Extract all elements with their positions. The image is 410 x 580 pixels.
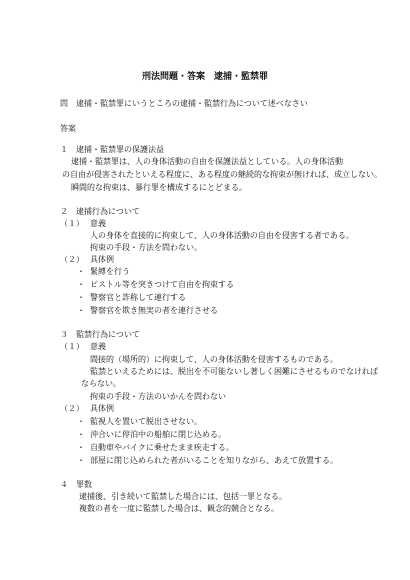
section-4-heading: ４ 罪数	[60, 480, 92, 489]
section-1-line: 逮捕・監禁罪は、人の身体活動の自由を保護法益としている。人の身体活動	[71, 157, 343, 166]
bullet-marker: ・	[77, 280, 85, 289]
section-4-line: 逮捕後、引き続いて監禁した場合には、包括一罪となる。	[79, 492, 287, 501]
section-3-sublabel-2: 具体例	[90, 404, 114, 413]
bullet-marker: ・	[77, 417, 85, 426]
section-1-heading: １ 逮捕・監禁罪の保護法益	[60, 145, 164, 154]
section-1-line: の自由が侵害されたといえる程度に、ある程度の継続的な拘束が無ければ、成立しない。	[62, 170, 382, 179]
bullet-marker: ・	[77, 430, 85, 439]
bullet-marker: ・	[77, 443, 85, 452]
section-3-bullet: 監視人を置いて脱出させない。	[90, 417, 202, 426]
question-text: 問 逮捕・監禁罪にいうところの逮捕・監禁行為について述べなさい	[60, 99, 308, 108]
section-2-heading: ２ 逮捕行為について	[60, 207, 140, 216]
section-3-sublabel-1: 意義	[90, 342, 106, 351]
section-2-sublabel-1: 意義	[90, 219, 106, 228]
answer-label: 答案	[60, 124, 76, 133]
section-3-subnum-1: （１）	[60, 342, 84, 351]
bullet-marker: ・	[77, 456, 85, 465]
section-3-bullet: 部屋に閉じ込められた者がいることを知りながら、あえて放置する。	[90, 456, 338, 465]
section-3-bullet: 沖合いに停泊中の船舶に閉じ込める。	[90, 430, 226, 439]
section-1-line: 瞬間的な拘束は、暴行罪を構成するにとどまる。	[71, 183, 247, 192]
section-3-subnum-2: （２）	[60, 404, 84, 413]
bullet-marker: ・	[77, 267, 85, 276]
section-3-line: ならない。	[81, 379, 121, 388]
page-title: 刑法問題・答案 逮捕・監禁罪	[141, 72, 268, 82]
section-4-line: 複数の者を一度に監禁した場合は、観念的競合となる。	[79, 504, 279, 513]
section-3-line: 監禁といえるためには、脱出を不可能ないし著しく困難にさせるものでなければ	[90, 367, 378, 376]
bullet-marker: ・	[77, 306, 85, 315]
section-3-line: 間接的（場所的）に拘束して、人の身体活動を侵害するものである。	[90, 355, 338, 364]
section-2-bullet: 緊縛を行う	[90, 267, 130, 276]
section-2-bullet: 警察官と詐称して連行する	[90, 293, 186, 302]
section-2-subnum-1: （１）	[60, 219, 84, 228]
section-3-line: 拘束の手段・方法のいかんを問わない	[90, 392, 226, 401]
section-3-bullet: 自動車やバイクに乗せたまま疾走する。	[90, 443, 234, 452]
section-2-sublabel-2: 具体例	[90, 255, 114, 264]
section-2-line: 拘束の手段・方法を問わない。	[90, 243, 202, 252]
section-2-bullet: 警察官を欺き無実の者を連行させる	[90, 306, 218, 315]
section-2-subnum-2: （２）	[60, 255, 84, 264]
section-2-bullet: ピストル等を突きつけて自由を拘束する	[90, 280, 234, 289]
section-3-heading: ３ 監禁行為について	[60, 330, 140, 339]
section-2-line: 人の身体を直接的に拘束して、人の身体活動の自由を侵害する者である。	[90, 231, 354, 240]
bullet-marker: ・	[77, 293, 85, 302]
